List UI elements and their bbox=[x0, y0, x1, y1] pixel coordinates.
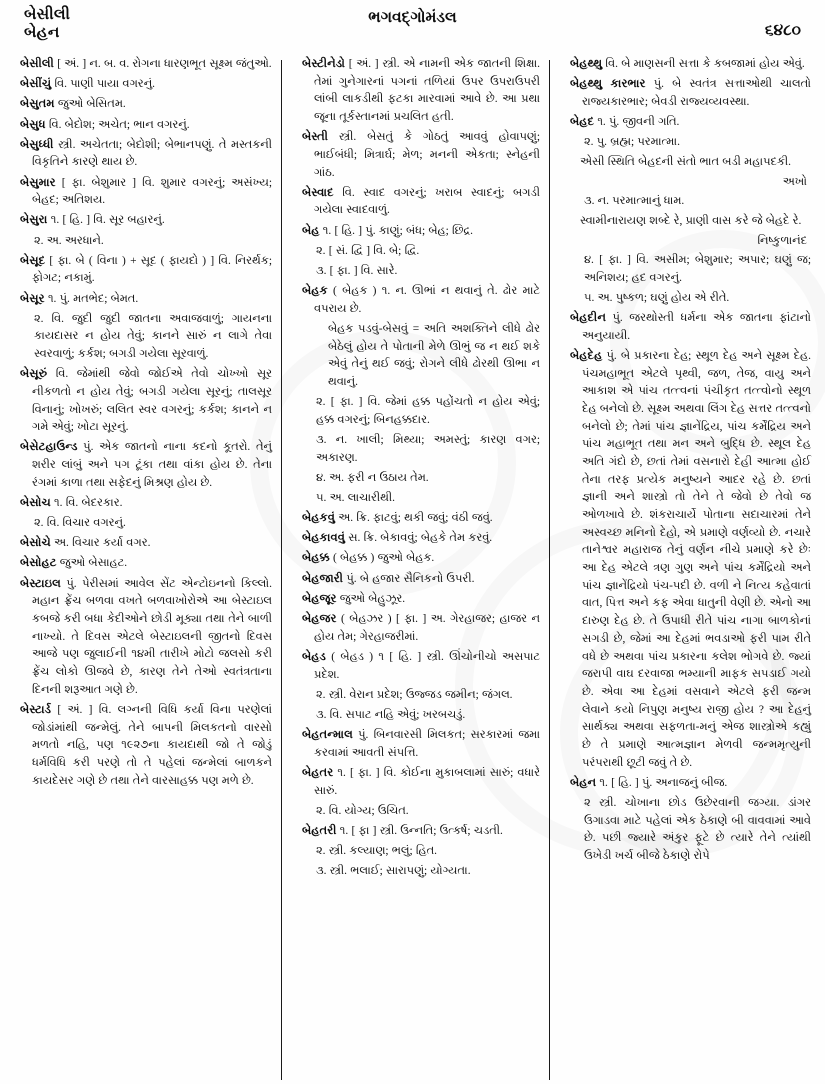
entry-sense: ૩. સ્ત્રી. ભલાઈ; સારાપણું; યોગ્યતા. bbox=[316, 865, 471, 878]
entry-definition: ( બેહક્ક ) જુઓ બેહક. bbox=[329, 552, 435, 565]
dictionary-entry bbox=[302, 571, 540, 589]
entry-sense: ૫. અ. પુષ્કળ; ઘણું હોય એ રીતે. bbox=[584, 292, 730, 305]
entry-headword: બેસુતમ bbox=[20, 98, 55, 111]
entry-sense: ૨. વિ. યોગ્ય; ઉચિત. bbox=[316, 804, 409, 817]
entry-headword: બેહ bbox=[302, 224, 320, 237]
entry-headword: બેસુરા bbox=[20, 214, 48, 227]
entry-definition: સ્ત્રી. બેસતું કે ગોઠતું આવવું હોવાપણું; ભાઈબંધી; મિત્રાર્ઘ; મેળ; મનની એકતા; સ્નેહની ગાંઠ. bbox=[314, 131, 540, 179]
column-divider-rule bbox=[281, 60, 282, 1080]
entry-definition: [ અં. ] સ્ત્રી. એ નામની એક જાતની શિક્ષા. તેમાં ગુનેગારનાં પગનાં તળિયાં ઉપર ઉપરાઉપરી લાંબી લાકડીથી ફટકા મારવામાં આવે છે. આ પ્રથા જૂના તૂર્કસ્તાનમાં પ્રચલિત હતી. bbox=[314, 58, 540, 124]
entry-usage-note: બેહક પડવું-બેસવું = અતિ અશક્તિને લીધે ઢોર બેઠેલું હોય તે પોતાની મેળે ઊભું જ ન થઈ શકે એવું તેનું થઈ જવું; રોગને લીધે ઢોરથી ઊભા ન થવાનું. bbox=[328, 322, 540, 388]
entry-headword: બેહજર bbox=[302, 612, 337, 625]
entry-headword: બેસોહટ bbox=[20, 557, 57, 570]
entry-headword: બેહક્ક bbox=[302, 552, 330, 565]
entry-definition: ( બેહક ) ૧. ન. ઊભાં ન થવાનું તે. ઢોર માટે વપરાય છે. bbox=[314, 285, 540, 315]
entry-sense: ૨. [ ફા. ] વિ. જેમાં હક્ક પહોંચતો ન હોય એવું; હક્ક વગરનું; બિનહક્કદાર. bbox=[316, 396, 540, 426]
guideword-last: બેહન bbox=[24, 24, 60, 42]
dictionary-entry bbox=[302, 56, 540, 127]
entry-definition: ૧. વિ. બેદરકાર. bbox=[50, 496, 123, 509]
book-title: ભગવદ્ગોમંડલ bbox=[368, 9, 457, 26]
column-divider-rule bbox=[549, 60, 550, 1080]
entry-sense: ૩. [ ફા. ] વિ. સારે. bbox=[316, 264, 398, 277]
entry-headword: બેસુધ bbox=[20, 118, 46, 131]
entry-headword: બેહદીન bbox=[570, 312, 606, 325]
entry-sense: ૩. ન. ખાલી; મિથ્યા; અમસ્તું; કારણ વગર; અકારણ. bbox=[316, 433, 540, 464]
entry-headword: બેસ્ટાર્ડ bbox=[20, 703, 52, 716]
dictionary-entry bbox=[302, 530, 540, 548]
entry-definition: જુઓ બેસાહટ. bbox=[56, 557, 128, 570]
text-column-2 bbox=[282, 56, 550, 1084]
entry-headword: બેહતરી bbox=[302, 824, 337, 837]
entry-definition: વિ. બે માણસની સત્તા કે કબજામાં હોય એવું. bbox=[602, 58, 805, 70]
entry-definition: પું. પેરીસમાં આવેલ સેંટ એન્ટોઇનનો કિલ્લો. મહાન ફ્રેંચ બળવા વખતે બળવાખોરોએ આ બેસ્ટાઇલ કબજે કરી બધા કેદીઓને છોડી મૂક્યા તથા તેને બાળી નાખ્યો. તે દિવસ એટલે બેસ્ટાઇલની જીતનો દિવસ આજે પણ જુલાઈની ૧૪મી તારીખે મોટો જલસો કરી ફ્રેંચ લોકો ઊજવે છે, કારણ તેને તેઓ સ્વતંત્રતાના દિનની શરૂઆત ગણે છે. bbox=[32, 577, 272, 696]
entry-sense: ૨. [ સં. દ્વિ ] વિ. બે; દ્વિ. bbox=[316, 244, 420, 257]
dictionary-entry bbox=[302, 283, 540, 318]
entry-sense: ૨ સ્ત્રી. ચોખાના છોડ ઉછેરવાની જગ્યા. ડાંગર ઉગાડવા માટે પહેલાં એક ઠેકાણે બી વાવવામાં આવે છે. પછી જ્યારે અંકુર ફૂટે છે ત્યારે તેને ત્યાંથી ઉખેડી ખર્ચ બીજે ઠેકાણે રોપે bbox=[584, 796, 811, 862]
entry-definition: ( બેહઝર ) [ ફા. ] અ. ગેરહાજર; હાજર ન હોય તેમ; ગેરહાજરીમાં. bbox=[314, 612, 540, 643]
entry-headword: બેસૂર bbox=[20, 292, 45, 305]
dictionary-entry bbox=[570, 348, 811, 772]
dictionary-entry bbox=[570, 76, 811, 111]
dictionary-entry bbox=[302, 129, 540, 182]
dictionary-entry bbox=[20, 439, 272, 492]
dictionary-entry bbox=[20, 137, 272, 172]
entry-definition: વિ. પાણી પાયા વગરનું. bbox=[51, 78, 156, 91]
dictionary-entry bbox=[302, 823, 540, 841]
dictionary-entry bbox=[20, 366, 272, 437]
entry-headword: બેહડ bbox=[302, 650, 326, 663]
entry-headword: બેસ્ટીનેડો bbox=[302, 58, 346, 70]
dictionary-entry bbox=[20, 495, 272, 513]
entry-definition: ૧. પું. મતભેદ; બેમત. bbox=[44, 292, 139, 305]
entry-definition: વિ. સ્વાદ વગરનું; ખરાબ સ્વાદનું; બગડી ગયેલા સ્વાદવાળું. bbox=[314, 186, 540, 217]
dictionary-entry bbox=[302, 223, 540, 241]
dictionary-entry bbox=[302, 185, 540, 220]
entry-definition: પું. બે પ્રકારના દેહ; સ્થૂળ દેહ અને સૂક્ષ્મ દેહ. પંચમહાભૂત એટલે પૃથ્વી, જળ, તેજ, વાયુ અને આકાશ એ પાંચ તત્ત્વનાં પંચીકૃત તત્ત્વોનો સ્થૂળ દેહ બનેલો છે. સૂક્ષ્મ અથવા લિંગ દેહ સત્તર તત્ત્વનો બનેલો છે; તેમાં પાંચ જ્ઞાનેંદ્રિય, પાંચ કર્મેંદ્રિય અને પાંચ મહાભૂત તથા મન અને બુદ્ધિ છે. સ્થૂલ દેહ અતિ ગંદો છે, છતાં તેમાં વસનારો દેહી આત્મા હોઈ તેના તરફ પ્રત્યેક મનુષ્યને આદર રહે છે. છતાં જ્ઞાની અને શાસ્ત્રો તો તેને તે જેવો છે તેવો જ ઓળખાવે છે. શંકરાચાર્યે પોતાના સદાચારમાં તેને અસ્વચ્છ મનિનો દેહો, એ પ્રમાણે વર્ણવ્યો છે. નચારે તાનેશ્વર મહારાજ તેનું વર્ણન નીચે પ્રમાણે કરે છેઃ આ દેહ એટલે ત્રણ ગુણ અને પાંચ કર્મેંદ્રિયો અને પાંચ જ્ઞાનેંદ્રિયો પંચ-પદી છે. વળી ને નિત્ય કહેવાતાં વાત, પિત્ત અને કફ એવા ધાતુની વેણી છે. એનો આ દારુણ દેહ છે. તે ઉપાધી રીતે પાંચ નાગા બાળકોનાં સગડી છે, જેમાં આ દેહમાં ભવડાઓ ફરી પામ રીતે વધે છે અથવા પાંચ પ્રકારના કલેશ ભોગવે છે. જ્યાં જરાપી વાઘ દરવાજા ભમ્યાની માફક સપડાઈ ગયો છે. એવા આ દેહમાં વસવાને એટલે ફરી જન્મ લેવાને કયો નિપુણ મનુષ્ય રાજી હોય ? આ દેહનું સાર્થક્ય અથવા સફળતા-મનું એજ શાસ્ત્રોએ કહ્યું છે તે પ્રમાણે આત્મજ્ઞાન મેળવી જન્મમૃત્યુની પરંપરાથી છૂટી જવું તે છે. bbox=[582, 350, 811, 769]
dictionary-entry bbox=[570, 310, 811, 345]
entry-headword: બેહકાવવું bbox=[302, 532, 346, 545]
text-column-1 bbox=[0, 56, 282, 1084]
dictionary-entry bbox=[20, 56, 272, 74]
dictionary-entry bbox=[570, 114, 811, 132]
entry-headword: બેહન bbox=[570, 776, 597, 789]
column-container bbox=[0, 56, 825, 1084]
entry-headword: બેહતર bbox=[302, 766, 334, 779]
quote-attribution: નિષ્કુળાનંદ bbox=[757, 234, 807, 247]
entry-headword: બેસ્વાદ bbox=[302, 186, 334, 199]
entry-definition: પું. બે સ્વતંત્ર સત્તાઓથી ચાલતો રાજ્યકારભાર; બેવડી રાજ્યવ્યવસ્થા. bbox=[582, 78, 811, 108]
entry-sense: ૨. અ. અરધાને. bbox=[34, 234, 104, 247]
dictionary-entry bbox=[302, 649, 540, 684]
dictionary-entry bbox=[20, 76, 272, 94]
entry-definition: [ અં. ] ન. બ. વ. રોગના ધારણભૂત સૂક્ષ્મ જંતુઓ. bbox=[53, 58, 272, 70]
dictionary-entry bbox=[570, 56, 811, 74]
dictionary-entry bbox=[20, 291, 272, 309]
dictionary-entry bbox=[20, 555, 272, 573]
entry-definition: વિ. બેદોશ; અચેત; ભાન વગરનું. bbox=[45, 118, 190, 131]
entry-sense: ૨. વિ. જુદી જુદી જાતના અવાજવાળું; ગાયનના કાયદાસર ન હોય તેવું; કાનને સારું ન લાગે તેવા સ્વરવાળું; કર્કશ; બગડી ગયેલા સૂરવાળું. bbox=[34, 312, 272, 361]
dictionary-entry bbox=[302, 765, 540, 800]
quote-attribution: અખો bbox=[782, 175, 807, 188]
dictionary-entry bbox=[20, 576, 272, 700]
entry-definition: ૧. [ હિ. ] પું. અનાજનું બીજ. bbox=[596, 776, 728, 789]
dictionary-entry bbox=[20, 175, 272, 210]
entry-definition: અ. ક્રિ. ફાટવું; થકી જવું; વંઠી જવું. bbox=[334, 512, 493, 525]
page-number: ૬૪૮૦ bbox=[764, 22, 801, 39]
dictionary-entry bbox=[302, 591, 540, 609]
dictionary-entry bbox=[20, 702, 272, 790]
entry-headword: બેહથ્થુ bbox=[570, 58, 603, 70]
entry-headword: બેહદેહ bbox=[570, 350, 603, 363]
entry-sense: ૩. ન. પરમાત્માનું ધામ. bbox=[584, 195, 685, 208]
entry-definition: પું. બે હજાર સૈનિકનો ઉપરી. bbox=[343, 572, 475, 585]
entry-definition: ૧. [ ફા ] સ્ત્રી. ઉન્નતિ; ઉત્કર્ષ; ચડતી. bbox=[336, 824, 503, 837]
text-column-3 bbox=[550, 56, 825, 1084]
entry-headword: બેહજારી bbox=[302, 572, 344, 585]
entry-headword: બેસીંચું bbox=[20, 78, 52, 91]
entry-headword: બેસુમાર bbox=[20, 176, 56, 189]
entry-headword: બેસૂદ bbox=[20, 254, 46, 267]
entry-definition: વિ. જેમાંથી જેવો જોઈએ તેવો ચોખ્ખો સૂર નીકળતો ન હોય તેવું; બગડી ગયેલા સૂરનું; તાલસૂર વિનાનું; ખોખરું; લલિત સ્વર વગરનું; કર્કશ; કાનને ન ગમે એવું; ખોટા સૂરનું. bbox=[32, 368, 272, 434]
entry-definition: સ્ત્રી. અચેતતા; બેદોશી; બેભાનપણું. તે મસ્તકની વિકૃતિને કારણે થાય છે. bbox=[32, 138, 272, 169]
entry-definition: સ. ક્રિ. બેકાવવું; બેહકે તેમ કરવું. bbox=[345, 532, 493, 545]
entry-definition: [ ફા. બેશુમાર ] વિ. શુમાર વગરનું; અસંખ્ય; બેહદ; અતિશય. bbox=[32, 176, 272, 207]
entry-citation: સ્વામીનારાયણ શબ્દે રે, પ્રાણી વાસ કરે જે બેહદે રે. bbox=[580, 215, 802, 228]
entry-definition: ૧. [ ફા. ] વિ. કોઈના મુકાબલામાં સારું; વધારે સારું. bbox=[314, 766, 540, 797]
entry-definition: ( બેહડ ) ૧ [ હિ. ] સ્ત્રી. ઊંચોનીચો અસપાટ પ્રદેશ. bbox=[314, 650, 540, 681]
entry-sense: ૨. સ્ત્રી. કલ્યાણ; ભલું; હિત. bbox=[316, 845, 437, 858]
entry-headword: બેસેટહાઉન્ડ bbox=[20, 441, 78, 454]
entry-sense: ૫. અ. લાચારીથી. bbox=[316, 491, 395, 504]
entry-definition: ૧. [ હિ. ] પું. કાણું; બંધ; બેહ; છિદ્ર. bbox=[319, 224, 473, 237]
entry-definition: ૧. [ હિ. ] વિ. સૂર બહારનું. bbox=[47, 214, 165, 227]
entry-headword: બેસોચે bbox=[20, 537, 51, 550]
guideword-first: બેસીલી bbox=[24, 6, 71, 23]
entry-headword: બેહથ્થુ કારભાર bbox=[570, 78, 646, 91]
entry-headword: બેસીલી bbox=[20, 58, 54, 70]
entry-definition: પું. જરથોસ્તી ધર્મના એક જાતના ફાંટાનો અનુયાયી. bbox=[582, 312, 811, 342]
entry-headword: બેસોચ bbox=[20, 496, 51, 509]
entry-headword: બેહતન્માલ bbox=[302, 729, 353, 742]
entry-definition: ૧. પું. જીવની ગતિ. bbox=[594, 116, 680, 129]
entry-headword: બેસુધ્ધી bbox=[20, 138, 54, 151]
dictionary-entry bbox=[302, 611, 540, 646]
entry-definition: જુઓ બેહુઝૂર. bbox=[336, 592, 406, 605]
entry-definition: જુઓ બેસિતમ. bbox=[54, 98, 126, 111]
dictionary-entry bbox=[570, 775, 811, 793]
entry-headword: બેહકવું bbox=[302, 512, 335, 525]
entry-definition: અ. વિચાર કર્યા વગર. bbox=[50, 537, 151, 550]
dictionary-entry bbox=[302, 727, 540, 762]
entry-definition: [ અં. ] વિ. લગ્નની વિધિ કર્યા વિના પરણેલાં જોડાંમાંથી જન્મેલું. તેને બાપની મિલકતનો વારસો મળતો નહિ, પણ ૧૯૨૭ના કાયદાથી જો તે જોડું ધર્મવિધિ કરી પરણે તો તે પહેલાં જન્મેલાં બાળકને કાયદેસર ગણે છે તથા તેને વારસાહક્ક પણ મળે છે. bbox=[32, 703, 272, 787]
dictionary-entry bbox=[302, 550, 540, 568]
entry-sense: ૩. વિ. સપાટ નહિ એવું; ખરબચડું. bbox=[316, 708, 466, 721]
entry-sense: ૨. સ્ત્રી. વેરાન પ્રદેશ; ઉજ્જડ જમીન; જંગલ. bbox=[316, 688, 513, 701]
entry-sense: ૨. વિ. વિચાર વગરનું. bbox=[34, 517, 126, 530]
entry-headword: બેસ્તી bbox=[302, 131, 329, 144]
entry-definition: [ ફા. બે ( વિના ) + સૂદ ( ફાયદો ) ] વિ. નિરર્થક; ફોગટ; નકામું. bbox=[32, 254, 272, 285]
entry-sense: ૨. પુ. બ્રહ્મ; પરમાત્મા. bbox=[584, 136, 680, 149]
dictionary-entry bbox=[20, 253, 272, 288]
entry-headword: બેહક bbox=[302, 285, 328, 298]
dictionary-entry bbox=[302, 510, 540, 528]
dictionary-entry bbox=[20, 96, 272, 114]
dictionary-entry bbox=[20, 117, 272, 135]
entry-sense: ૪. અ. ફરી ન ઉઠાય તેમ. bbox=[316, 471, 429, 484]
entry-citation: એસી સ્થિતિ બેહદની સંતો ભાત બડી મહાપદકી. bbox=[580, 156, 791, 169]
entry-headword: બેહદ bbox=[570, 116, 595, 129]
dictionary-entry bbox=[20, 535, 272, 553]
entry-headword: બેસૂરું bbox=[20, 368, 48, 381]
entry-sense: ૪. [ ફા. ] વિ. અસીમ; બેશુમાર; અપાર; ઘણું જ; અનિશય; હદ વગરનું. bbox=[584, 254, 811, 284]
running-head bbox=[0, 0, 825, 56]
entry-definition: પું. બિનવારસી મિલકત; સરકારમાં જમા કરવામાં આવતી સંપત્તિ. bbox=[314, 729, 540, 759]
dictionary-entry bbox=[20, 212, 272, 230]
entry-definition: પું. એક જાતનો નાના કદનો કૂતરો. તેનું શરીર લાંબું અને પગ ટૂંકા તથા વાંકા હોય છે. તેના રંગમાં કાળા તથા સફેદનું મિશ્રણ હોય છે. bbox=[32, 441, 272, 489]
entry-headword: બેહજૂર bbox=[302, 592, 337, 605]
entry-headword: બેસ્ટાઇલ bbox=[20, 577, 61, 590]
